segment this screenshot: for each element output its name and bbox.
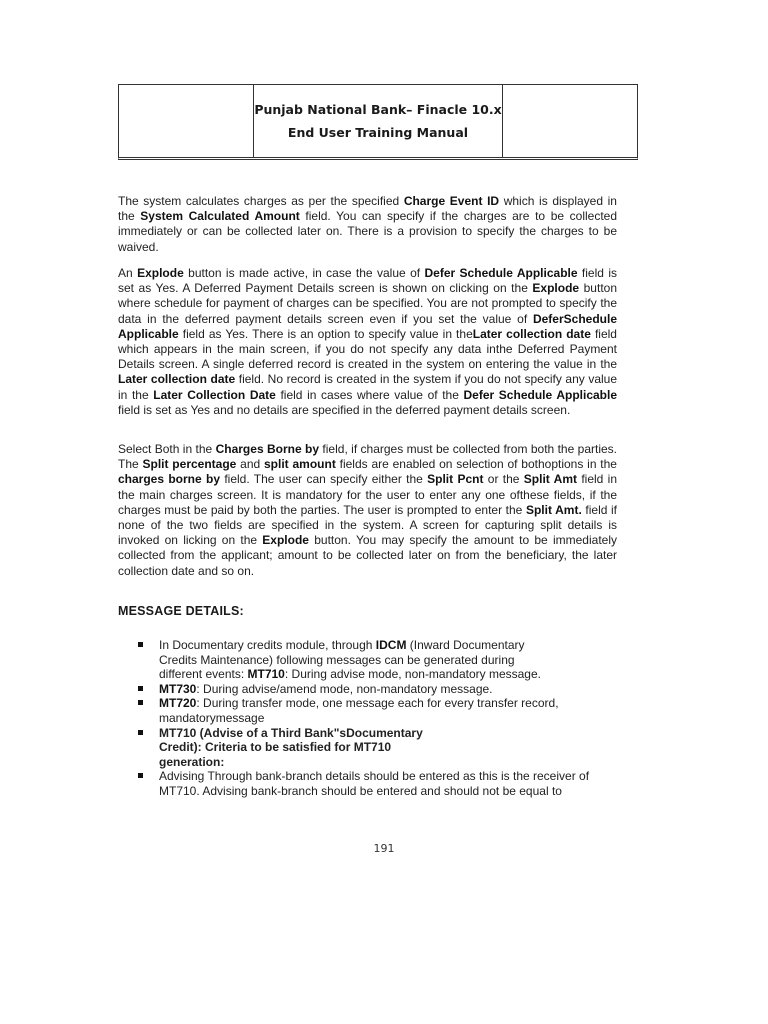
header-table: [118, 84, 638, 160]
square-bullet-icon: [138, 700, 143, 705]
text-run: (Inward Documentary Credits Maintenance) following messages can be generated during different events:: [159, 638, 525, 682]
list-item: [138, 769, 618, 798]
header-title-line1: Punjab National Bank– Finacle 10.x: [254, 102, 502, 117]
bold-term: Later collection date: [118, 372, 236, 387]
text-run: which is displayed in the: [118, 194, 617, 224]
bold-list-text: MT710 (Advise of a Third Bank"sDocumentary Credit): Criteria to be satisfied for MT710 generation:: [159, 725, 423, 769]
text-run: button where schedule for payment of charges can be specified. You are not prompted to specify the data in the deferred payment details screen even if you set the value of: [118, 281, 617, 326]
message-bullet-list: [138, 638, 618, 799]
text-run: In Documentary credits module, through: [159, 638, 376, 652]
list-item: [138, 726, 618, 770]
text-run: : During transfer mode, one message each for every transfer record, mandatorymessage: [159, 696, 559, 725]
list-item: [138, 682, 618, 697]
bold-term: split amount: [264, 457, 336, 472]
text-run: or the: [483, 472, 524, 487]
list-item: [138, 638, 618, 682]
header-cell-left: [119, 85, 254, 157]
text-run: field is set as Yes and no details are specified in the deferred payment details screen.: [118, 402, 571, 417]
text-run: button. You may specify the amount to be immediately collected from the applicant; amount to be collected later on from the beneficiary, the later collection date and so on.: [118, 533, 617, 578]
square-bullet-icon: [138, 686, 143, 691]
text-run: field in the main charges screen. It is mandatory for the user to enter any one ofthese fields, if the charges must be paid by both the parties. The user is prompted to enter the: [118, 472, 618, 517]
bold-term: Later collection date: [472, 326, 591, 341]
bold-term: Charges Borne by: [215, 442, 320, 456]
bold-term: MT710: [247, 667, 285, 682]
text-run: : During advise/amend mode, non-mandatory message.: [196, 681, 493, 696]
bold-term: Explode: [137, 266, 184, 280]
bold-term: Split Pcnt: [427, 472, 484, 487]
header-title-line2: End User Training Manual: [287, 125, 469, 140]
header-cell-title: [254, 85, 503, 157]
text-run: field is set as Yes. A Deferred Payment Details screen is shown on clicking on the: [118, 266, 617, 296]
text-run: Select Both in the: [118, 442, 216, 456]
bold-term: Defer Schedule Applicable: [463, 387, 618, 402]
bold-term: Explode: [532, 281, 580, 296]
bold-term: Explode: [262, 533, 309, 548]
square-bullet-icon: [138, 642, 143, 647]
text-run: field in cases where value of the: [275, 387, 464, 402]
header-cell-right: [503, 85, 637, 157]
text-run: button is made active, in case the value of: [183, 266, 425, 280]
bold-term: MT720: [159, 696, 197, 711]
bold-term: IDCM: [375, 638, 407, 652]
bold-term: Later Collection Date: [153, 387, 276, 402]
page-number: 191: [373, 842, 395, 855]
square-bullet-icon: [138, 730, 143, 735]
bold-term: Split Amt.: [525, 502, 582, 517]
paragraph-explode-button: [118, 266, 617, 418]
list-item: [138, 696, 618, 725]
paragraph-charges-borne-by: [118, 442, 617, 579]
bold-term: Charge Event ID: [403, 194, 500, 208]
text-run: fields are enabled on selection of bothoptions in the: [335, 457, 617, 472]
text-run: field if none of the two fields are specified in the system. A screen for capturing split details is invoked on licking on the: [118, 502, 618, 548]
list-text: Advising Through bank-branch details should be entered as this is the receiver of MT710. Advising bank-branch should be entered and should not be equal to: [159, 769, 590, 798]
text-run: field. No record is created in the system if you do not specify any value in the: [118, 372, 618, 402]
text-run: and: [236, 457, 264, 472]
bold-term: MT730: [159, 681, 197, 696]
text-run: field as Yes. There is an option to specify value in the: [178, 326, 473, 341]
text-run: : During advise mode, non-mandatory message.: [284, 667, 541, 682]
bold-term: Defer Schedule Applicable: [424, 266, 578, 280]
bold-term: Split percentage: [142, 457, 237, 472]
bold-term: Split Amt: [523, 472, 578, 487]
bold-term: System Calculated Amount: [140, 209, 300, 224]
section-title-message-details: MESSAGE DETAILS:: [118, 604, 244, 618]
text-run: field, if charges must be collected from both the parties. The: [118, 442, 617, 472]
square-bullet-icon: [138, 773, 143, 778]
paragraph-charge-calculation: [118, 194, 617, 255]
text-run: The system calculates charges as per the specified: [118, 194, 404, 208]
text-run: field. You can specify if the charges are to be collected immediately or can be collected later on. There is a provision to specify the charges to be waived.: [118, 209, 618, 254]
text-run: An: [118, 266, 138, 280]
text-run: field. The user can specify either the: [220, 472, 428, 487]
bold-term: DeferSchedule Applicable: [118, 311, 617, 341]
bold-term: charges borne by: [118, 472, 221, 487]
text-run: field which appears in the main screen, if you do not specify any data inthe Deferred Payment Details screen. A single deferred record is created in the system on entering the value in the: [118, 326, 617, 372]
